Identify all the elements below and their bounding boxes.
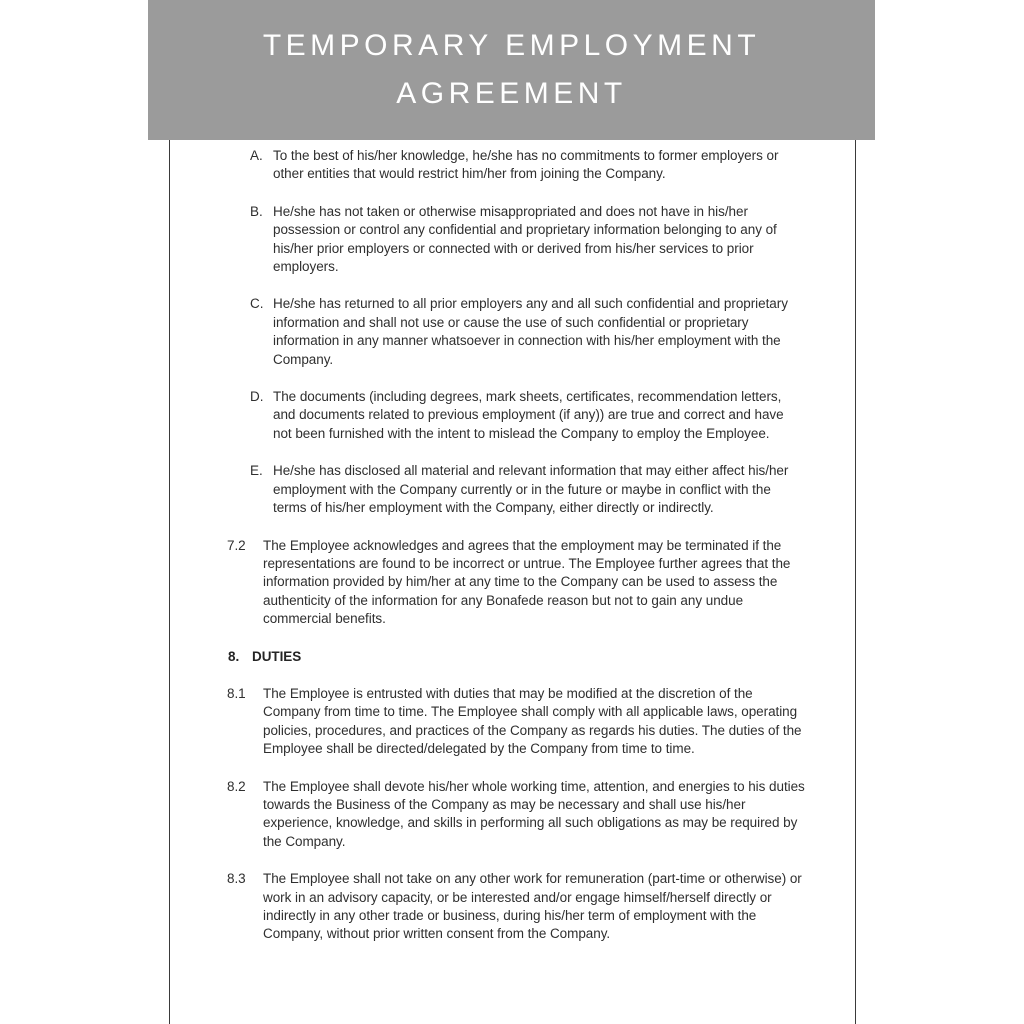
section-number: 8.: [228, 648, 240, 664]
clause-number: 8.3: [227, 871, 246, 887]
clause-number: 8.2: [227, 778, 246, 794]
item-text: To the best of his/her knowledge, he/she has no commitments to former employers or other entities that would restrict him/her from joining the Company.: [273, 148, 779, 182]
clause-7-2: [170, 537, 855, 629]
clause-number: 8.1: [227, 685, 246, 701]
clause-8-2: [170, 778, 855, 852]
clause-text: The Employee acknowledges and agrees that the employment may be terminated if the representations are found to be incorrect or untrue. The Employee further agrees that the information provided by him/her at any time to the Company can be used to assess the authenticity of the information for any Bonafede reason but not to gain any undue commercial benefits.: [263, 537, 791, 627]
agreement-page: [169, 0, 856, 1024]
item-text: He/she has not taken or otherwise misappropriated and does not have in his/her possession or control any confidential and proprietary information belonging to any of his/her prior employers or connected with or derived from his/her services to prior employers.: [273, 203, 777, 275]
item-text: He/she has disclosed all material and relevant information that may either affect his/her employment with the Company currently or in the future or maybe in conflict with the terms of his/her employment with the Company, either directly or indirectly.: [273, 463, 789, 516]
item-text: He/she has returned to all prior employers any and all such confidential and proprietary information and shall not use or cause the use of such confidential or proprietary information in any manner whatsoever in connection with his/her employment with the Company.: [273, 296, 788, 367]
lettered-item-e: [170, 462, 855, 517]
document-header-banner: [148, 0, 875, 140]
item-label: A.: [250, 148, 263, 163]
section-8-heading: [170, 648, 855, 666]
lettered-item-a: [170, 147, 855, 184]
lettered-item-b: [170, 203, 855, 277]
page-content: [170, 0, 855, 944]
document-title-line1: TEMPORARY EMPLOYMENT: [262, 29, 761, 62]
clause-text: The Employee shall not take on any other work for remuneration (part-time or otherwise) or work in an advisory capacity, or be interested and/or engage himself/herself directly or indirectly in any other trade or business, during his/her term of employment with the Company, without prior written consent from the Company.: [263, 871, 802, 942]
clause-8-1: [170, 685, 855, 759]
item-label: E.: [250, 463, 263, 479]
clause-number: 7.2: [227, 537, 246, 553]
clause-8-3: [170, 870, 855, 944]
item-label: D.: [250, 389, 264, 405]
lettered-item-c: [170, 295, 855, 369]
item-text: The documents (including degrees, mark sheets, certificates, recommendation letters, and documents related to previous employment (if any)) are true and correct and have not been furnished with the intent to mislead the Company to employ the Employee.: [273, 389, 784, 441]
clause-text: The Employee is entrusted with duties that may be modified at the discretion of the Company from time to time. The Employee shall comply with all applicable laws, operating policies, procedures, and practices of the Company as regards his duties. The duties of the Employee shall be directed/delegated by the Company from time to time.: [263, 685, 802, 757]
clause-text: The Employee shall devote his/her whole working time, attention, and energies to his duties towards the Business of the Company as may be necessary and shall use his/her experience, knowledge, and skills in performing all such obligations as may be required by the Company.: [263, 778, 805, 849]
item-label: B.: [250, 203, 263, 219]
section-title: DUTIES: [252, 648, 302, 664]
document-title-line2: AGREEMENT: [396, 77, 627, 110]
lettered-item-d: [170, 388, 855, 443]
item-label: C.: [250, 296, 264, 312]
